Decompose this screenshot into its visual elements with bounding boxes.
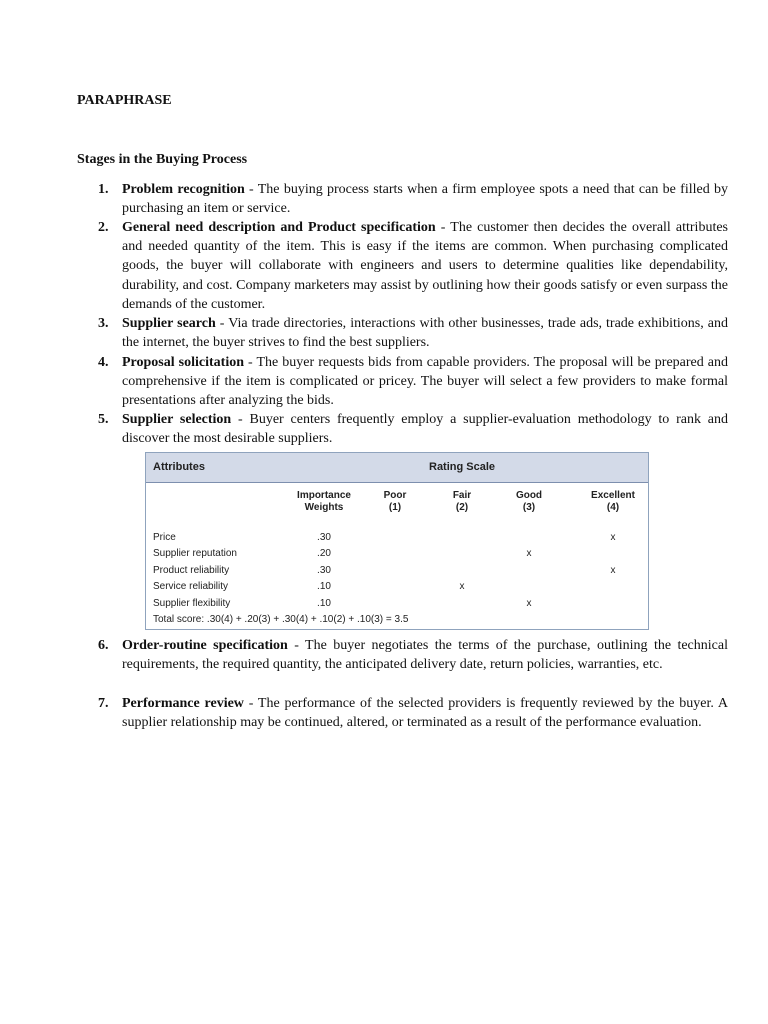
item-term: Supplier selection: [122, 412, 232, 427]
item-text: - The buying process starts when a firm employee spots a need that can be filled by purchasing an item or service.: [122, 182, 728, 217]
fair-header: [432, 490, 492, 514]
rating-mark: x: [610, 565, 616, 576]
fair-value: (2): [455, 502, 469, 513]
supplier-rating-table: [145, 452, 649, 630]
table-header-bar: [146, 453, 648, 483]
table-row-attribute: Product reliability: [153, 565, 230, 576]
list-item: [98, 410, 728, 448]
item-number: 4.: [98, 355, 109, 370]
rating-scale-header: Rating Scale: [429, 461, 496, 473]
total-score: Total score: .30(4) + .20(3) + .30(4) + .10(2) + .10(3) = 3.5: [153, 614, 409, 625]
list-item: [98, 636, 728, 674]
good-value: (3): [522, 502, 536, 513]
importance-weights-header: [274, 490, 374, 514]
list-item: [98, 314, 728, 352]
item-term: Supplier search: [122, 316, 216, 331]
list-item: [98, 353, 729, 411]
good-label: Good: [515, 490, 543, 501]
item-text: - Via trade directories, interactions with other businesses, trade ads, trade exhibitions, and the internet, the buyer strives to find the best suppliers.: [122, 316, 728, 351]
item-text: - The customer then decides the overall attributes and needed quantity of the item. This is easy if the items are common. When purchasing complicated goods, the buyer will collaborate with engineers and users to determine qualities like dependability, durability, and cost. Company marketers may assist by outlining how their goods satisfy or even surpass the demands of the customer.: [122, 220, 728, 312]
attributes-header: Attributes: [153, 461, 205, 473]
fair-label: Fair: [452, 490, 472, 501]
item-text: - The buyer negotiates the terms of the purchase, outlining the technical requirements, the required quantity, the anticipated delivery date, return policies, warranties, etc.: [122, 638, 728, 673]
table-row-weight: .30: [317, 532, 331, 543]
good-header: [499, 490, 559, 514]
excellent-value: (4): [606, 502, 620, 513]
table-row-attribute: Price: [153, 532, 176, 543]
item-term: Order-routine specification: [122, 638, 288, 653]
item-text: - The performance of the selected providers is frequently reviewed by the buyer. A supplier relationship may be continued, altered, or terminated as a result of the performance evaluation.: [122, 696, 728, 731]
item-term: Proposal solicitation: [122, 355, 245, 370]
table-row-attribute: Service reliability: [153, 581, 229, 592]
poor-value: (1): [388, 502, 402, 513]
item-number: 6.: [98, 638, 109, 653]
section-title: Stages in the Buying Process: [77, 152, 248, 167]
item-term: Performance review: [122, 696, 244, 711]
table-row-weight: .20: [317, 548, 331, 559]
item-term: General need description and Product specification: [122, 220, 436, 235]
poor-header: [365, 490, 425, 514]
item-text: - The buyer requests bids from capable providers. The proposal will be prepared and comprehensive if the item is complicated or pricey. The buyer will select a few providers to make formal presentations after analyzing the bids.: [122, 355, 729, 409]
excellent-header: [573, 490, 653, 514]
rating-mark: x: [459, 581, 465, 592]
rating-mark: x: [610, 532, 616, 543]
item-number: 3.: [98, 316, 109, 331]
list-item: [98, 180, 728, 218]
page-heading: PARAPHRASE: [77, 93, 172, 108]
table-row-weight: .10: [317, 598, 331, 609]
excellent-label: Excellent: [591, 490, 635, 501]
item-text: - Buyer centers frequently employ a supplier-evaluation methodology to rank and discover the most desirable suppliers.: [122, 412, 728, 447]
list-item: [98, 694, 728, 732]
item-number: 1.: [98, 182, 109, 197]
rating-mark: x: [526, 598, 532, 609]
table-row-weight: .30: [317, 565, 331, 576]
rating-mark: x: [526, 548, 532, 559]
item-term: Problem recognition: [122, 182, 245, 197]
item-number: 5.: [98, 412, 109, 427]
item-number: 7.: [98, 696, 109, 711]
table-row-attribute: Supplier flexibility: [153, 598, 231, 609]
list-item: [98, 218, 728, 314]
table-row-attribute: Supplier reputation: [153, 548, 237, 559]
weights-label: Weights: [304, 502, 344, 513]
item-number: 2.: [98, 220, 109, 235]
poor-label: Poor: [383, 490, 407, 501]
importance-label: Importance: [297, 490, 351, 501]
table-row-weight: .10: [317, 581, 331, 592]
